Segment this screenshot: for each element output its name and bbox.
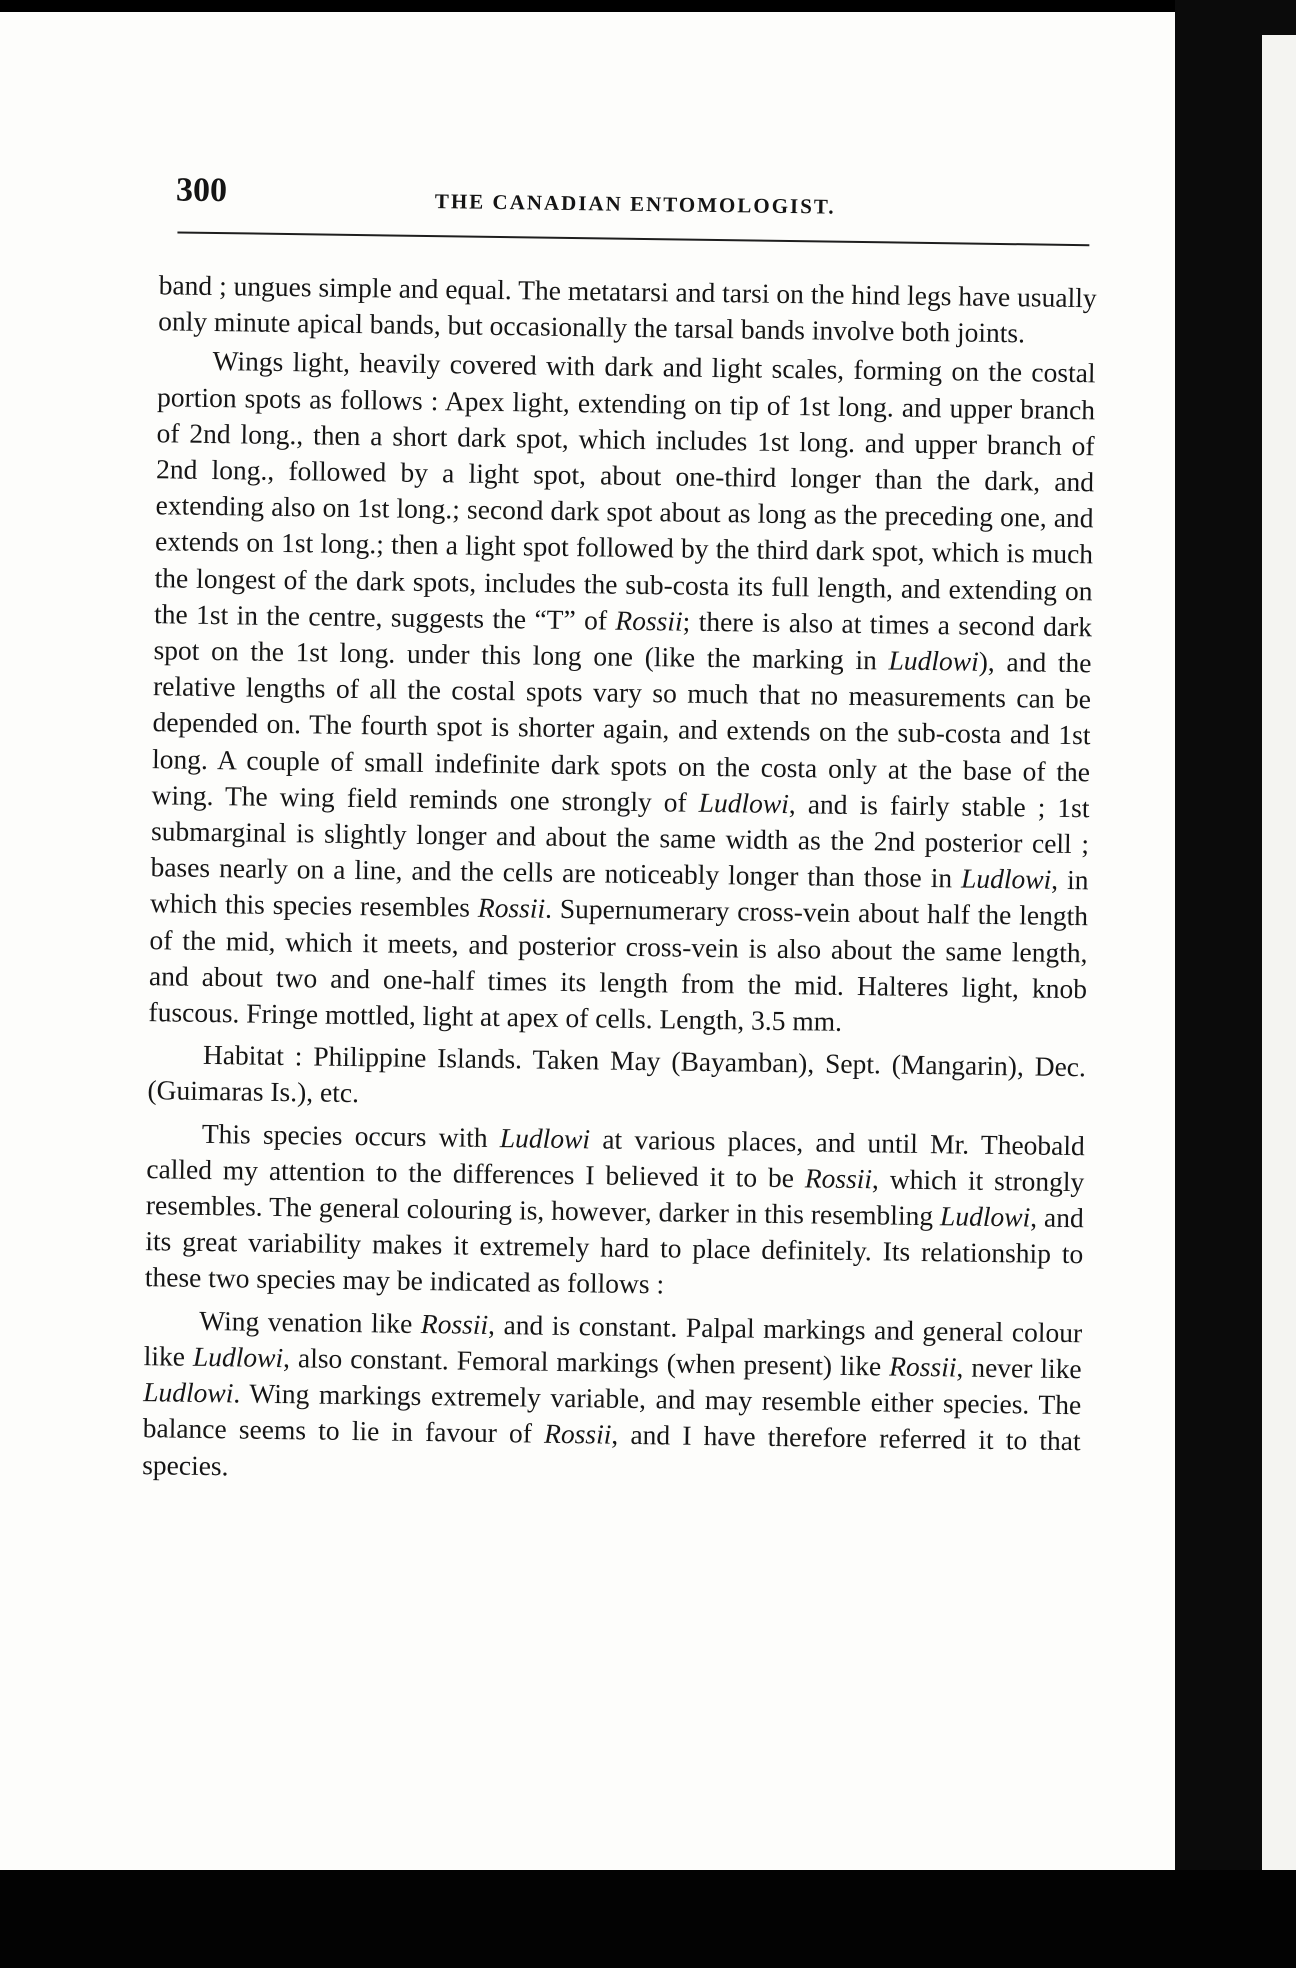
species-name: Ludlowi xyxy=(960,862,1052,895)
species-name: Ludlowi xyxy=(698,786,790,819)
text-run: , which it strongly resembles. The general colouring is, however, darker in this resembling xyxy=(145,1163,1085,1232)
running-title: THE CANADIAN ENTOMOLOGIST. xyxy=(434,189,836,219)
species-name: Rossii xyxy=(543,1418,612,1450)
paper-sheet xyxy=(0,12,1175,1870)
paragraph xyxy=(148,343,1096,1044)
species-name: Ludlowi xyxy=(143,1376,234,1409)
species-name: Ludlowi xyxy=(939,1200,1031,1233)
species-name: Ludlowi xyxy=(499,1121,591,1154)
text-run: band ; ungues simple and equal. The metatarsi and tarsi on the hind legs have usually only minute apical bands, but occasionally the tarsal bands involve both joints. xyxy=(157,269,1097,349)
text-run: , and is constant. Palpal markings and general colour like xyxy=(143,1308,1083,1372)
text-run: , and I have therefore referred it to that species. xyxy=(142,1418,1081,1481)
species-name: Rossii xyxy=(615,604,683,637)
paragraph xyxy=(147,1036,1086,1121)
scan-border xyxy=(0,1870,1296,1968)
text-run: ; there is also at times a second dark spot on the 1st long. under this long one (like the marking in xyxy=(153,605,1093,676)
text-run: Wings light, heavily covered with dark and light scales, forming on the costal portion spots as follows : Apex light, extending on tip of 1st long. and upper branch of 2nd long., then a short dark spot, which includes 1st long. and upper branch of 2nd long., followed by a light spot, about one-third longer than the dark, and extending also on 1st long.; second dark spot about as long as the preceding one, and extends on 1st long.; then a light spot followed by the third dark spot, which is much the longest of the dark spots, includes the sub-costa its full length, and extending on the 1st in the centre, suggests the “T” of xyxy=(153,345,1096,636)
text-run: , never like xyxy=(956,1351,1082,1385)
text-run: . Wing markings extremely variable, and may resemble either species. The balance seems to lie in favour of xyxy=(142,1377,1082,1450)
text-run: Habitat : Philippine Islands. Taken May (Bayamban), Sept. (Mangarin), Dec. (Guimaras Is.), etc. xyxy=(147,1039,1087,1109)
body-text xyxy=(142,267,1097,1499)
species-name: Rossii xyxy=(477,892,546,925)
text-run: Wing venation like xyxy=(199,1304,422,1339)
text-run: ), and the relative lengths of all the costal spots vary so much that no measurements can be depended on. The fourth spot is shorter again, and extends on the sub-costa and 1st long. A couple of small indefinite dark spots on the costa only at the base of the wing. The wing field reminds one strongly of xyxy=(151,645,1092,818)
species-name: Rossii xyxy=(804,1162,873,1195)
text-run: . Supernumerary cross-vein about half the length of the mid, which it meets, and posterior cross-vein is also about the same length, and about two and one-half times its length from the mid. Halteres light, knob fuscous. Fringe mottled, light at apex of cells. Length, 3.5 mm. xyxy=(148,893,1089,1037)
text-run: This species occurs with xyxy=(201,1117,501,1153)
paragraph xyxy=(158,267,1097,352)
text-run: , in which this species resembles xyxy=(149,863,1089,924)
text-run: , also constant. Femoral markings (when present) like xyxy=(282,1341,890,1382)
text-run: , and its great variability makes it extremely hard to place definitely. Its relationship to these two species may be indicated as follows : xyxy=(144,1201,1084,1300)
adjacent-page-edge xyxy=(1262,35,1296,1875)
paragraph xyxy=(145,1115,1085,1309)
species-name: Rossii xyxy=(420,1307,489,1340)
species-name: Rossii xyxy=(889,1350,957,1383)
paragraph xyxy=(142,1302,1082,1496)
page-content xyxy=(0,3,1188,1877)
text-run: at various places, and until Mr. Theobald called my attention to the differences I believed it to be xyxy=(146,1122,1086,1194)
header-rule xyxy=(177,231,1089,246)
species-name: Ludlowi xyxy=(192,1340,284,1373)
text-run: , and is fairly stable ; 1st submarginal is slightly longer and about the same width as the 2nd posterior cell ; bases nearly on a line, and the cells are noticeably longer than those in xyxy=(150,787,1090,894)
page-number: 300 xyxy=(175,171,228,210)
species-name: Ludlowi xyxy=(888,644,979,677)
